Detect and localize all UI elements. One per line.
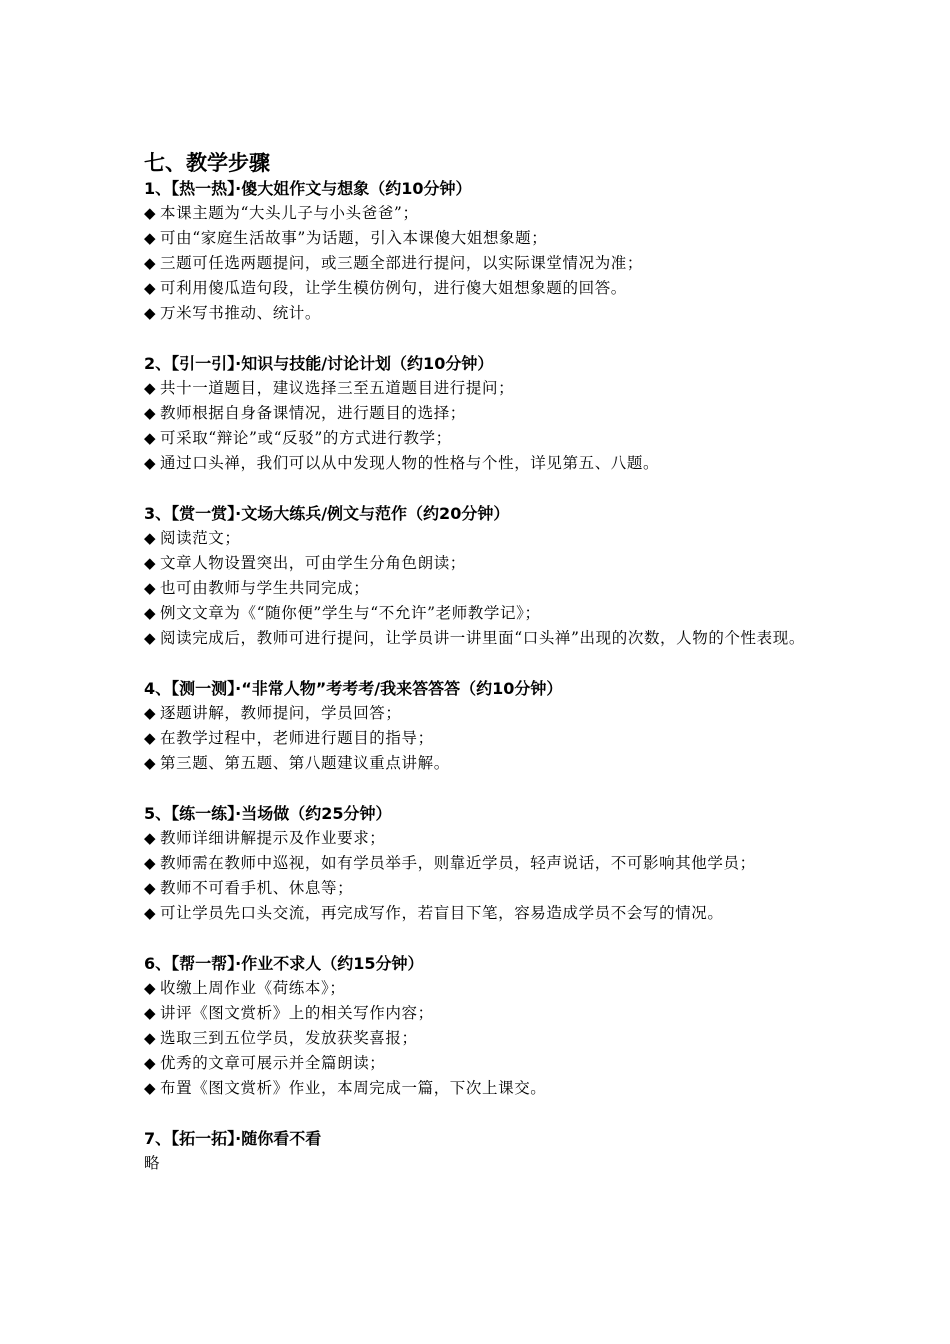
bullet-item bbox=[144, 1026, 814, 1051]
bullet-text: 教师需在教师中巡视，如有学员举手，则靠近学员，轻声说话，不可影响其他学员； bbox=[160, 854, 756, 872]
diamond-bullet-icon: ◆ bbox=[144, 429, 157, 447]
diamond-bullet-icon: ◆ bbox=[144, 904, 157, 922]
bullet-text: 第三题、第五题、第八题建议重点讲解。 bbox=[160, 754, 450, 772]
diamond-bullet-icon: ◆ bbox=[144, 1004, 157, 1022]
bullet-text: 讲评《图文赏析》上的相关写作内容； bbox=[160, 1004, 434, 1022]
bullet-text: 选取三到五位学员，发放获奖喜报； bbox=[160, 1029, 418, 1047]
diamond-bullet-icon: ◆ bbox=[144, 604, 157, 622]
bullet-item bbox=[144, 551, 814, 576]
bullet-item bbox=[144, 701, 814, 726]
bullet-text: 万米写书推动、统计。 bbox=[160, 304, 322, 322]
bullet-item bbox=[144, 226, 814, 251]
bullet-item bbox=[144, 601, 814, 626]
step-section bbox=[144, 1126, 814, 1176]
bullet-text: 通过口头禅，我们可以从中发现人物的性格与个性，详见第五、八题。 bbox=[160, 454, 660, 472]
bullet-item bbox=[144, 851, 814, 876]
bullet-text: 共十一道题目，建议选择三至五道题目进行提问； bbox=[160, 379, 515, 397]
step-heading: 3、【赏一赏】·文场大练兵/例文与范作（约20分钟） bbox=[144, 504, 510, 523]
step-section bbox=[144, 801, 814, 926]
step-section bbox=[144, 676, 814, 776]
bullet-item bbox=[144, 401, 814, 426]
bullet-text: 可利用傻瓜造句段，让学生模仿例句，进行傻大姐想象题的回答。 bbox=[160, 279, 627, 297]
diamond-bullet-icon: ◆ bbox=[144, 979, 157, 997]
diamond-bullet-icon: ◆ bbox=[144, 1029, 157, 1047]
step-heading: 6、【帮一帮】·作业不求人（约15分钟） bbox=[144, 954, 424, 973]
bullet-item bbox=[144, 1051, 814, 1076]
bullet-text: 教师不可看手机、休息等； bbox=[160, 879, 354, 897]
bullet-text: 阅读范文； bbox=[160, 529, 241, 547]
diamond-bullet-icon: ◆ bbox=[144, 304, 157, 322]
bullet-text: 教师详细讲解提示及作业要求； bbox=[160, 829, 386, 847]
bullet-item bbox=[144, 276, 814, 301]
bullet-item bbox=[144, 451, 814, 476]
bullet-item bbox=[144, 901, 814, 926]
bullet-item bbox=[144, 426, 814, 451]
bullet-item bbox=[144, 301, 814, 326]
diamond-bullet-icon: ◆ bbox=[144, 229, 157, 247]
diamond-bullet-icon: ◆ bbox=[144, 754, 157, 772]
bullet-text: 布置《图文赏析》作业，本周完成一篇，下次上课交。 bbox=[160, 1079, 547, 1097]
page-title: 七、教学步骤 bbox=[144, 151, 270, 175]
bullet-item bbox=[144, 376, 814, 401]
bullet-item bbox=[144, 1076, 814, 1101]
diamond-bullet-icon: ◆ bbox=[144, 854, 157, 872]
bullet-text: 收缴上周作业《荷练本》； bbox=[160, 979, 346, 997]
bullet-text: 文章人物设置突出，可由学生分角色朗读； bbox=[160, 554, 466, 572]
step-section bbox=[144, 951, 814, 1101]
bullet-item bbox=[144, 576, 814, 601]
diamond-bullet-icon: ◆ bbox=[144, 879, 157, 897]
bullet-item bbox=[144, 526, 814, 551]
bullet-text: 三题可任选两题提问，或三题全部进行提问，以实际课堂情况为准； bbox=[160, 254, 644, 272]
bullet-text: 例文文章为《“随你便”学生与“不允许”老师教学记》； bbox=[160, 604, 541, 622]
diamond-bullet-icon: ◆ bbox=[144, 454, 157, 472]
bullet-item bbox=[144, 826, 814, 851]
diamond-bullet-icon: ◆ bbox=[144, 254, 157, 272]
bullet-text: 也可由教师与学生共同完成； bbox=[160, 579, 370, 597]
steps-list bbox=[144, 176, 814, 1176]
bullet-text: 本课主题为“大头儿子与小头爸爸”； bbox=[160, 204, 419, 222]
step-section bbox=[144, 501, 814, 651]
step-heading: 5、【练一练】·当场做（约25分钟） bbox=[144, 804, 392, 823]
step-heading: 7、【拓一拓】·随你看不看 bbox=[144, 1129, 322, 1148]
diamond-bullet-icon: ◆ bbox=[144, 629, 157, 647]
bullet-text: 可由“家庭生活故事”为话题，引入本课傻大姐想象题； bbox=[160, 229, 548, 247]
step-section bbox=[144, 176, 814, 326]
bullet-item bbox=[144, 976, 814, 1001]
diamond-bullet-icon: ◆ bbox=[144, 729, 157, 747]
bullet-text: 逐题讲解，教师提问，学员回答； bbox=[160, 704, 402, 722]
bullet-item bbox=[144, 626, 814, 651]
bullet-item bbox=[144, 726, 814, 751]
bullet-text: 优秀的文章可展示并全篇朗读； bbox=[160, 1054, 386, 1072]
diamond-bullet-icon: ◆ bbox=[144, 279, 157, 297]
bullet-text: 阅读完成后，教师可进行提问，让学员讲一讲里面“口头禅”出现的次数，人物的个性表现。 bbox=[160, 629, 805, 647]
diamond-bullet-icon: ◆ bbox=[144, 1079, 157, 1097]
bullet-text: 在教学过程中，老师进行题目的指导； bbox=[160, 729, 434, 747]
bullet-item bbox=[144, 251, 814, 276]
diamond-bullet-icon: ◆ bbox=[144, 204, 157, 222]
step-heading: 2、【引一引】·知识与技能/讨论计划（约10分钟） bbox=[144, 354, 494, 373]
bullet-text: 可采取“辩论”或“反驳”的方式进行教学； bbox=[160, 429, 452, 447]
bullet-item bbox=[144, 201, 814, 226]
bullet-text: 教师根据自身备课情况，进行题目的选择； bbox=[160, 404, 466, 422]
diamond-bullet-icon: ◆ bbox=[144, 1054, 157, 1072]
step-section bbox=[144, 351, 814, 476]
diamond-bullet-icon: ◆ bbox=[144, 379, 157, 397]
bullet-item bbox=[144, 876, 814, 901]
diamond-bullet-icon: ◆ bbox=[144, 829, 157, 847]
diamond-bullet-icon: ◆ bbox=[144, 554, 157, 572]
bullet-text: 可让学员先口头交流，再完成写作，若盲目下笔，容易造成学员不会写的情况。 bbox=[160, 904, 724, 922]
diamond-bullet-icon: ◆ bbox=[144, 404, 157, 422]
bullet-item bbox=[144, 1001, 814, 1026]
bullet-item bbox=[144, 751, 814, 776]
diamond-bullet-icon: ◆ bbox=[144, 579, 157, 597]
step-heading: 1、【热一热】·傻大姐作文与想象（约10分钟） bbox=[144, 179, 472, 198]
diamond-bullet-icon: ◆ bbox=[144, 704, 157, 722]
document-page bbox=[144, 150, 814, 1176]
diamond-bullet-icon: ◆ bbox=[144, 529, 157, 547]
section-text: 略 bbox=[144, 1154, 160, 1172]
step-heading: 4、【测一测】·“非常人物”考考考/我来答答答（约10分钟） bbox=[144, 679, 563, 698]
